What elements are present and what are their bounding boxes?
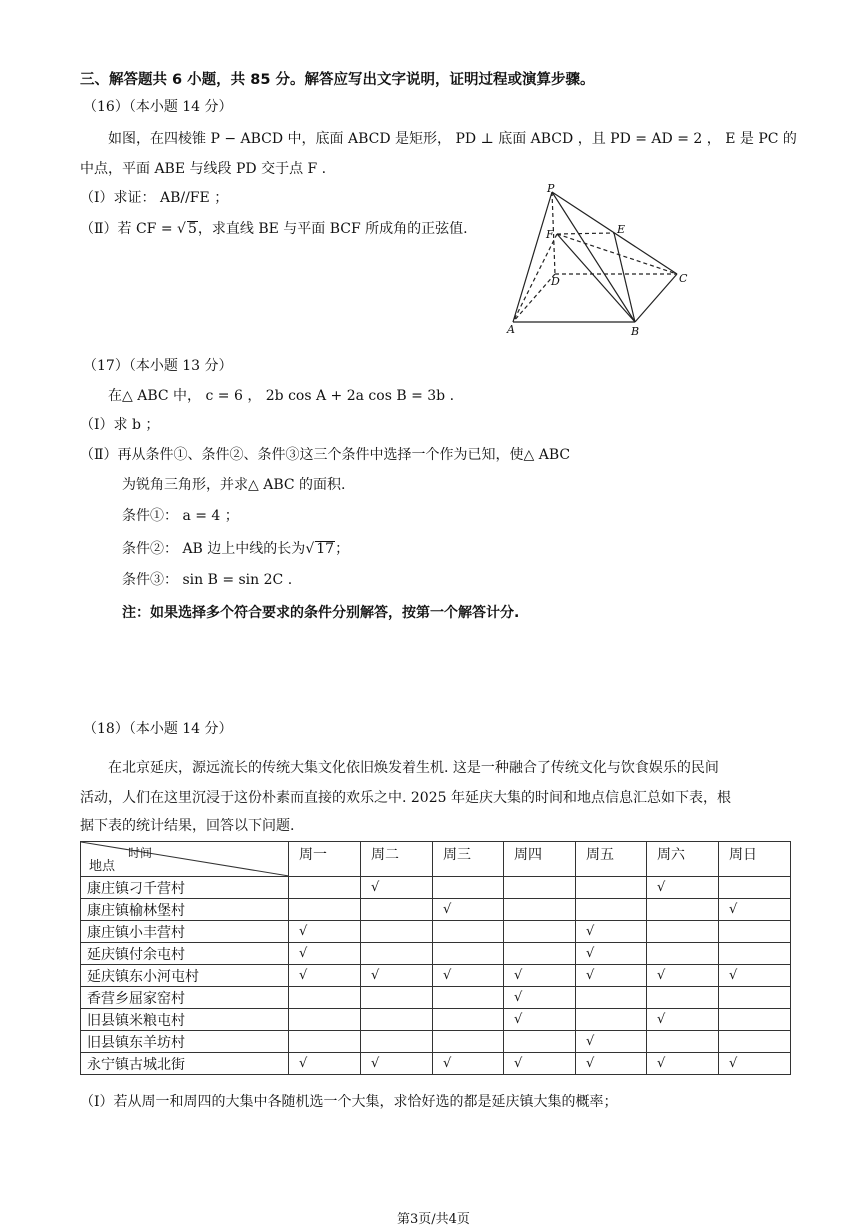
edge-BC [635,274,677,322]
p17-cond2-sqrt: 17 [316,541,335,557]
label-F: F [546,228,554,241]
label-B: B [631,325,640,337]
empty-cell [719,943,791,965]
p17-line1: 在△ ABC 中， c = 6 ， 2b cos A + 2a cos B = 3b . [108,388,455,404]
empty-cell [433,1009,504,1031]
p17-cond2-a: 条件②： AB 边上中线的长为 [122,541,306,557]
empty-cell [719,1009,791,1031]
empty-cell [433,1031,504,1053]
p17-cond1: 条件①： a = 4 ； [122,508,239,524]
check-cell: √ [504,1009,576,1031]
check-cell: √ [719,965,791,987]
empty-cell [289,899,361,921]
edge-FE [557,233,614,234]
empty-cell [361,987,433,1009]
check-cell: √ [361,965,433,987]
check-cell: √ [289,943,361,965]
p16-line1: 如图，在四棱锥 P − ABCD 中，底面 ABCD 是矩形， PD ⊥ 底面 ABCD ，且 PD = AD = 2 ， E 是 PC 的 [108,131,797,147]
empty-cell [504,921,576,943]
check-cell: √ [576,1031,647,1053]
p18-part1: （Ⅰ）若从周一和周四的大集中各随机选一个大集，求恰好选的都是延庆镇大集的概率； [80,1094,618,1110]
place-cell: 香营乡屈家窑村 [81,987,289,1009]
empty-cell [719,921,791,943]
p16-line2: 中点，平面 ABE 与线段 PD 交于点 F . [80,161,327,177]
p16-part2-a: （Ⅱ）若 CF = [80,221,178,237]
empty-cell [719,987,791,1009]
schedule-table [80,841,791,1075]
check-cell: √ [719,899,791,921]
edge-BE [614,233,635,322]
table-row [81,1009,791,1031]
table-row [81,1031,791,1053]
empty-cell [361,943,433,965]
day-header: 周四 [504,842,576,877]
check-cell: √ [647,1009,719,1031]
empty-cell [719,1031,791,1053]
empty-cell [289,1009,361,1031]
empty-cell [361,921,433,943]
empty-cell [433,943,504,965]
day-header: 周二 [361,842,433,877]
p18-heading: （18）（本小题 14 分） [83,721,233,737]
section-header: 三、解答题共 6 小题，共 85 分。解答应写出文字说明，证明过程或演算步骤。 [80,72,595,88]
empty-cell [576,877,647,899]
day-header: 周五 [576,842,647,877]
p16-part2-b: ，求直线 BE 与平面 BCF 所成角的正弦值. [197,221,468,237]
check-cell: √ [504,987,576,1009]
check-cell: √ [647,965,719,987]
check-cell: √ [576,1053,647,1075]
check-cell: √ [289,965,361,987]
label-A: A [507,323,515,336]
table-row [81,877,791,899]
empty-cell [289,1031,361,1053]
empty-cell [433,921,504,943]
empty-cell [433,987,504,1009]
check-cell: √ [433,899,504,921]
place-cell: 康庄镇小丰营村 [81,921,289,943]
check-cell: √ [433,1053,504,1075]
check-cell: √ [647,1053,719,1075]
empty-cell [719,877,791,899]
edge-BF [557,234,635,322]
p17-part1: （Ⅰ）求 b ； [80,417,160,433]
p16-part2-sqrt: 5 [187,221,197,237]
p17-cond3: 条件③： sin B = sin 2C . [122,572,293,588]
empty-cell [504,877,576,899]
corner-cell [81,842,289,877]
empty-cell [576,1009,647,1031]
p17-note: 注：如果选择多个符合要求的条件分别解答，按第一个解答计分. [122,605,520,621]
place-cell: 康庄镇刁千营村 [81,877,289,899]
p16-heading: （16）（本小题 14 分） [83,99,233,115]
place-cell: 延庆镇东小河屯村 [81,965,289,987]
check-cell: √ [719,1053,791,1075]
empty-cell [576,899,647,921]
empty-cell [647,921,719,943]
p17-cond2-b: ； [335,541,350,557]
empty-cell [647,1031,719,1053]
check-cell: √ [361,877,433,899]
place-cell: 延庆镇付余屯村 [81,943,289,965]
empty-cell [433,877,504,899]
empty-cell [361,1031,433,1053]
check-cell: √ [289,1053,361,1075]
check-cell: √ [576,943,647,965]
empty-cell [504,943,576,965]
p17-cond2 [122,538,349,558]
sqrt-symbol: √ [177,221,186,237]
day-header: 周三 [433,842,504,877]
corner-time-label: 时间 [127,846,152,860]
check-cell: √ [504,1053,576,1075]
sqrt-symbol: √ [305,541,315,557]
check-cell: √ [647,877,719,899]
page-footer: 第3页/共4页 [397,1212,470,1227]
empty-cell [289,877,361,899]
empty-cell [361,899,433,921]
table-row [81,943,791,965]
place-cell: 旧县镇米粮屯村 [81,1009,289,1031]
empty-cell [576,987,647,1009]
p17-part2-line2: 为锐角三角形，并求△ ABC 的面积. [122,477,346,493]
empty-cell [504,899,576,921]
table-row [81,921,791,943]
pyramid-figure [495,182,705,337]
p17-part2-line1: （Ⅱ）再从条件①、条件②、条件③这三个条件中选择一个作为已知，使△ ABC [80,447,571,463]
empty-cell [647,943,719,965]
p18-line3: 据下表的统计结果，回答以下问题. [80,818,295,834]
check-cell: √ [361,1053,433,1075]
day-header: 周六 [647,842,719,877]
place-cell: 康庄镇榆林堡村 [81,899,289,921]
edge-PB [552,192,635,322]
table-row [81,965,791,987]
check-cell: √ [576,921,647,943]
p17-heading: （17）（本小题 13 分） [83,358,233,374]
table-header-row [81,842,791,877]
day-header: 周日 [719,842,791,877]
check-cell: √ [289,921,361,943]
table-row [81,987,791,1009]
empty-cell [361,1009,433,1031]
p16-part2 [80,218,468,238]
label-E: E [617,223,626,236]
label-D: D [551,275,560,288]
check-cell: √ [504,965,576,987]
empty-cell [647,987,719,1009]
table-row [81,899,791,921]
day-header: 周一 [289,842,361,877]
label-P: P [547,182,555,195]
check-cell: √ [433,965,504,987]
empty-cell [289,987,361,1009]
corner-place-label: 地点 [89,859,116,874]
place-cell: 旧县镇东羊坊村 [81,1031,289,1053]
check-cell: √ [576,965,647,987]
schedule-body [81,877,791,1075]
table-row [81,1053,791,1075]
edge-PA [513,192,552,322]
p18-line1: 在北京延庆，源远流长的传统大集文化依旧焕发着生机. 这是一种融合了传统文化与饮食娱乐的民间 [108,760,719,776]
empty-cell [504,1031,576,1053]
label-C: C [679,272,688,285]
place-cell: 永宁镇古城北街 [81,1053,289,1075]
empty-cell [647,899,719,921]
p16-part1: （Ⅰ）求证： AB//FE ； [80,190,229,206]
p18-line2: 活动，人们在这里沉浸于这份朴素而直接的欢乐之中. 2025 年延庆大集的时间和地点信息汇总如下表，根 [80,790,731,806]
